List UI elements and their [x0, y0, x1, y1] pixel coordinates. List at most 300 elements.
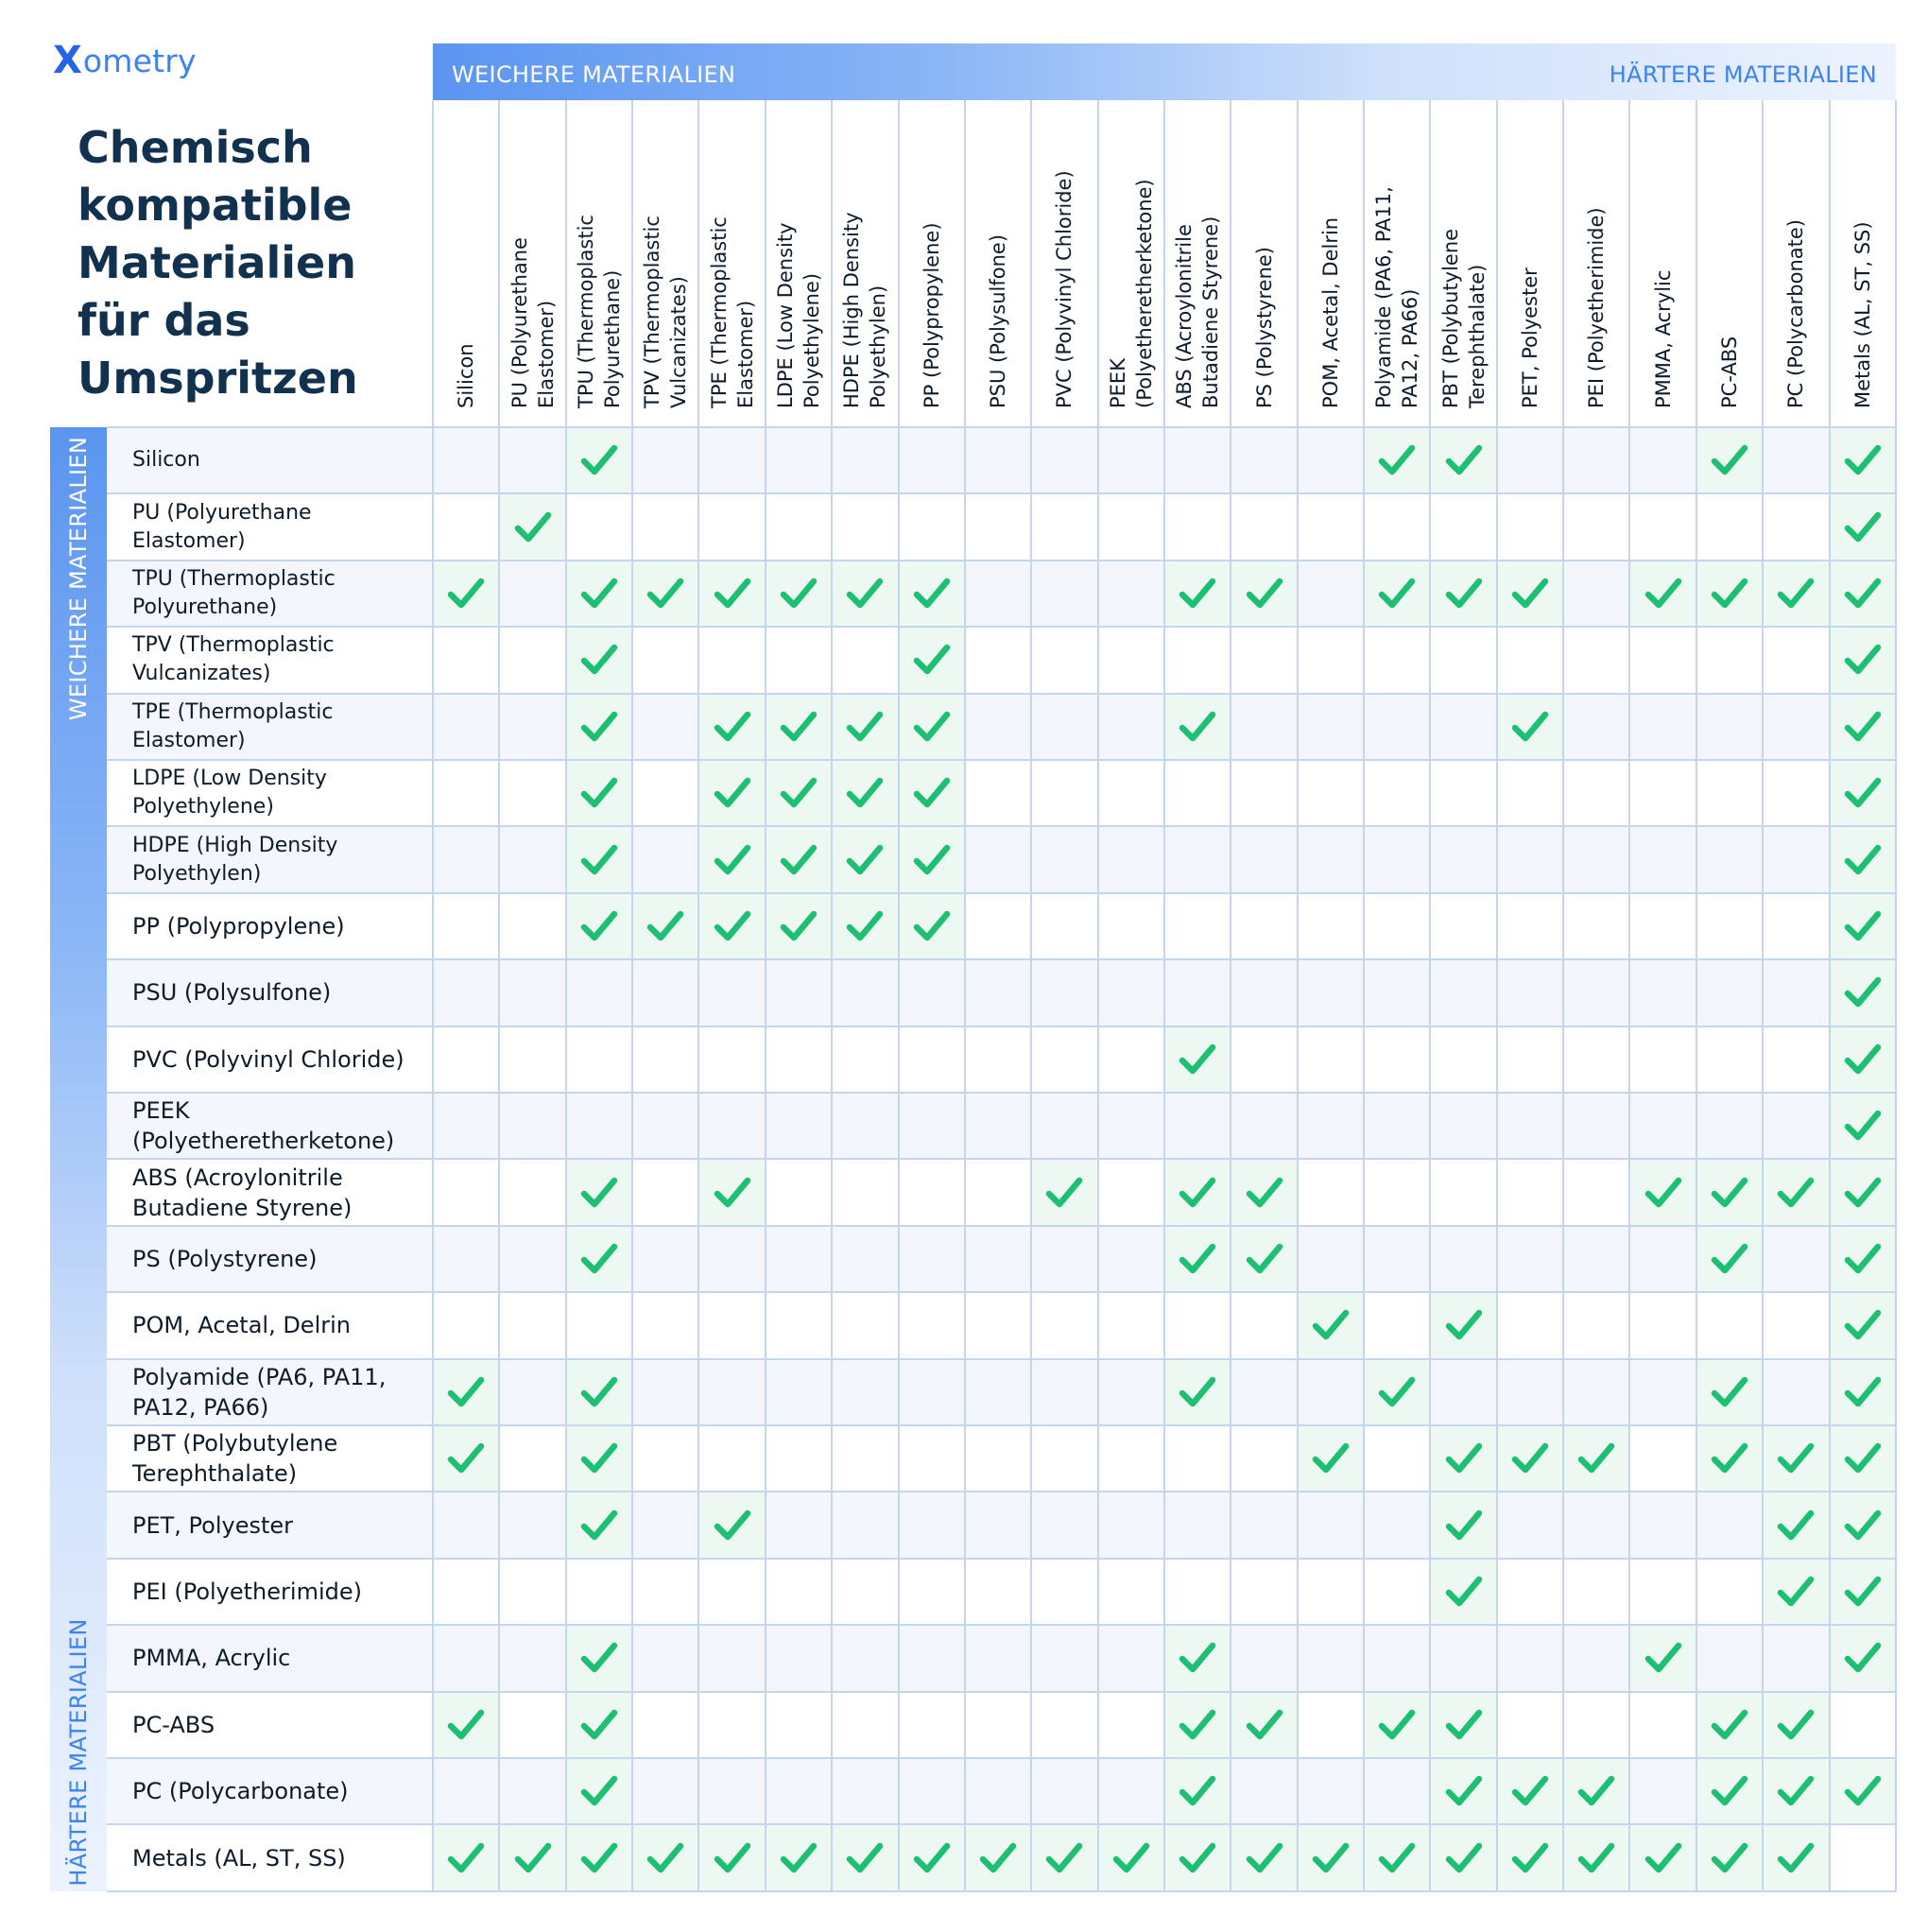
matrix-cell: [1696, 627, 1763, 693]
matrix-cell: [1563, 893, 1629, 959]
matrix-cell: [1696, 893, 1763, 959]
matrix-cell: [1629, 1359, 1696, 1425]
matrix-cell: [1298, 1625, 1364, 1691]
matrix-cell: [433, 1492, 499, 1558]
matrix-cell: [1563, 427, 1629, 493]
checkmark-icon: [844, 573, 886, 614]
matrix-cell: [1696, 493, 1763, 560]
matrix-cell: [899, 1226, 965, 1292]
matrix-cell: [1497, 760, 1563, 826]
matrix-cell: [1629, 427, 1696, 493]
checkmark-icon: [1509, 706, 1551, 748]
matrix-cell: [1763, 1093, 1829, 1159]
checkmark-icon: [1443, 1571, 1485, 1613]
matrix-cell: [766, 1093, 832, 1159]
matrix-cell: [1430, 493, 1496, 560]
matrix-cell: [433, 1159, 499, 1225]
column-header-line: PC-ABS: [1718, 336, 1742, 408]
checkmark-icon: [1509, 1770, 1551, 1812]
matrix-cell: [632, 493, 698, 560]
column-header-line: (Polyetheretherketone): [1132, 179, 1156, 408]
checkmark-icon: [1775, 1438, 1816, 1479]
column-header: [1716, 336, 1743, 408]
checkmark-icon: [712, 1172, 753, 1214]
matrix-cell: [1563, 1359, 1629, 1425]
grid-line-vertical: [1429, 100, 1431, 1891]
matrix-cell: [766, 427, 832, 493]
checkmark-icon: [1310, 1438, 1351, 1479]
matrix-cell: [965, 893, 1031, 959]
matrix-cell: [433, 1226, 499, 1292]
matrix-cell: [1763, 1292, 1829, 1358]
column-header: [1370, 186, 1423, 408]
checkmark-icon: [445, 1438, 487, 1479]
matrix-cell: [899, 1026, 965, 1093]
row-label: [132, 826, 423, 892]
matrix-cell: [1563, 1492, 1629, 1558]
matrix-cell: [1430, 826, 1496, 892]
row-label: [132, 1824, 423, 1890]
matrix-cell: [433, 627, 499, 693]
matrix-cell: [965, 1292, 1031, 1358]
matrix-cell: [499, 1625, 565, 1691]
checkmark-icon: [578, 1371, 620, 1413]
matrix-cell: [499, 1292, 565, 1358]
matrix-cell: [766, 1758, 832, 1824]
checkmark-icon: [1376, 1704, 1418, 1746]
checkmark-icon: [1310, 1304, 1351, 1346]
row-label: [132, 1559, 423, 1625]
column-header-line: PSU (Polysulfone): [987, 233, 1010, 408]
matrix-cell: [965, 826, 1031, 892]
matrix-cell: [1497, 826, 1563, 892]
checkmark-icon: [1842, 639, 1884, 681]
matrix-cell: [632, 1226, 698, 1292]
matrix-cell: [1098, 959, 1164, 1026]
checkmark-icon: [578, 706, 620, 748]
matrix-cell: [1430, 1359, 1496, 1425]
column-header: [1317, 217, 1344, 408]
checkmark-icon: [1842, 1039, 1884, 1080]
matrix-cell: [1164, 1292, 1231, 1358]
column-header-line: Elastomer): [733, 300, 757, 408]
column-header: [573, 215, 626, 408]
matrix-cell: [1164, 1492, 1231, 1558]
matrix-cell: [1563, 1692, 1629, 1758]
matrix-cell: [1098, 561, 1164, 627]
matrix-cell: [899, 1559, 965, 1625]
matrix-cell: [965, 1026, 1031, 1093]
row-label-line: LDPE (Low Density: [132, 767, 327, 791]
matrix-cell: [1364, 959, 1430, 1026]
matrix-cell: [1298, 493, 1364, 560]
checkmark-icon: [1177, 1837, 1218, 1879]
matrix-cell: [1763, 959, 1829, 1026]
matrix-cell: [499, 694, 565, 760]
matrix-cell: [965, 760, 1031, 826]
matrix-cell: [1763, 427, 1829, 493]
matrix-cell: [899, 959, 965, 1026]
column-header-line: TPU (Thermoplastic: [574, 215, 597, 408]
checkmark-icon: [1842, 1637, 1884, 1679]
matrix-cell: [1563, 493, 1629, 560]
checkmark-icon: [1709, 1770, 1750, 1812]
checkmark-icon: [1643, 573, 1684, 614]
column-header-line: Elastomer): [534, 300, 558, 408]
matrix-cell: [1563, 627, 1629, 693]
checkmark-icon: [1110, 1837, 1152, 1879]
matrix-cell: [1563, 959, 1629, 1026]
matrix-cell: [1364, 760, 1430, 826]
matrix-cell: [632, 427, 698, 493]
matrix-cell: [1763, 893, 1829, 959]
row-label-line: TPE (Thermoplastic: [132, 699, 334, 724]
column-header: [1051, 170, 1077, 408]
column-header-line: PBT (Polybutylene: [1438, 228, 1462, 408]
matrix-cell: [899, 1093, 965, 1159]
matrix-cell: [766, 1159, 832, 1225]
matrix-cell: [433, 760, 499, 826]
matrix-cell: [1231, 893, 1297, 959]
matrix-cell: [965, 493, 1031, 560]
matrix-cell: [766, 1559, 832, 1625]
matrix-cell: [1098, 627, 1164, 693]
checkmark-icon: [1443, 440, 1485, 481]
checkmark-icon: [645, 906, 686, 947]
grid-line-vertical: [1496, 100, 1498, 1891]
checkmark-icon: [578, 906, 620, 947]
checkmark-icon: [512, 1837, 554, 1879]
matrix-cell: [566, 959, 632, 1026]
column-header-line: PU (Polyurethane: [508, 237, 531, 408]
column-header-line: HDPE (High Density: [840, 212, 864, 408]
column-header: [1782, 219, 1809, 408]
checkmark-icon: [1709, 573, 1750, 614]
row-label-line: PEI (Polyetherimide): [132, 1578, 362, 1605]
matrix-cell: [1231, 760, 1297, 826]
matrix-cell: [1231, 1625, 1297, 1691]
matrix-cell: [1298, 1159, 1364, 1225]
matrix-cell: [1497, 1625, 1563, 1691]
grid-line-vertical: [697, 100, 699, 1891]
matrix-cell: [632, 1625, 698, 1691]
checkmark-icon: [1775, 1505, 1816, 1546]
matrix-cell: [1031, 760, 1097, 826]
checkmark-icon: [1842, 772, 1884, 814]
row-label: [132, 1359, 423, 1425]
logo-wordmark: ometry: [82, 42, 197, 79]
matrix-cell: [1164, 1425, 1231, 1492]
matrix-cell: [1563, 1625, 1629, 1691]
matrix-cell: [1231, 1026, 1297, 1093]
matrix-cell: [1763, 1359, 1829, 1425]
matrix-cell: [1629, 893, 1696, 959]
grid-line-vertical: [1097, 100, 1099, 1891]
matrix-cell: [433, 1292, 499, 1358]
checkmark-icon: [1709, 1238, 1750, 1280]
column-header-line: LDPE (Low Density: [773, 222, 797, 408]
matrix-cell: [1696, 826, 1763, 892]
matrix-cell: [1364, 1292, 1430, 1358]
checkmark-icon: [778, 906, 819, 947]
column-header-line: Polyethylen): [867, 285, 890, 408]
row-label-line: POM, Acetal, Delrin: [132, 1312, 351, 1339]
matrix-cell: [1430, 1159, 1496, 1225]
column-header: [1251, 247, 1278, 408]
column-header-line: PA12, PA66): [1399, 288, 1422, 408]
matrix-cell: [1629, 1692, 1696, 1758]
matrix-cell: [1298, 1758, 1364, 1824]
matrix-cell: [1629, 1758, 1696, 1824]
checkmark-icon: [1177, 1371, 1218, 1413]
matrix-cell: [1031, 561, 1097, 627]
matrix-cell: [698, 1359, 765, 1425]
matrix-cell: [1164, 1093, 1231, 1159]
checkmark-icon: [712, 1837, 753, 1879]
checkmark-icon: [1842, 972, 1884, 1013]
matrix-cell: [1164, 493, 1231, 560]
matrix-cell: [499, 1559, 565, 1625]
checkmark-icon: [1842, 1505, 1884, 1546]
matrix-cell: [1098, 1492, 1164, 1558]
checkmark-icon: [1775, 573, 1816, 614]
row-label-line: PP (Polypropylene): [132, 912, 345, 940]
matrix-cell: [698, 1559, 765, 1625]
checkmark-icon: [1177, 1637, 1218, 1679]
page-title: Chemisch kompatible Materialien für das Umspritzen: [77, 122, 358, 404]
matrix-cell: [632, 1093, 698, 1159]
matrix-cell: [1298, 959, 1364, 1026]
matrix-cell: [899, 493, 965, 560]
matrix-cell: [965, 1359, 1031, 1425]
checkmark-icon: [911, 906, 953, 947]
matrix-cell: [698, 1292, 765, 1358]
matrix-cell: [1364, 1159, 1430, 1225]
matrix-cell: [1364, 1492, 1430, 1558]
checkmark-icon: [1443, 1438, 1485, 1479]
checkmark-icon: [1709, 440, 1750, 481]
row-label-line: PSU (Polysulfone): [132, 979, 332, 1007]
matrix-cell: [632, 1292, 698, 1358]
matrix-cell: [1031, 1026, 1097, 1093]
checkmark-icon: [578, 1637, 620, 1679]
matrix-cell: [499, 1492, 565, 1558]
matrix-cell: [433, 893, 499, 959]
matrix-cell: [965, 1625, 1031, 1691]
matrix-cell: [1430, 760, 1496, 826]
matrix-cell: [566, 493, 632, 560]
matrix-cell: [698, 627, 765, 693]
matrix-cell: [566, 1292, 632, 1358]
matrix-cell: [1031, 427, 1097, 493]
matrix-cell: [1497, 1159, 1563, 1225]
checkmark-icon: [578, 1438, 620, 1479]
matrix-cell: [632, 627, 698, 693]
checkmark-icon: [1376, 1837, 1418, 1879]
matrix-cell: [1696, 1292, 1763, 1358]
matrix-cell: [1231, 493, 1297, 560]
checkmark-icon: [1842, 906, 1884, 947]
matrix-cell: [1430, 1093, 1496, 1159]
checkmark-icon: [712, 1505, 753, 1546]
matrix-cell: [1031, 493, 1097, 560]
matrix-cell: [1497, 893, 1563, 959]
grid-line-vertical: [498, 100, 500, 1891]
matrix-cell: [632, 1159, 698, 1225]
matrix-cell: [433, 694, 499, 760]
column-header: [838, 212, 891, 408]
column-header-line: Metals (AL, ST, SS): [1851, 221, 1874, 408]
matrix-cell: [1031, 1093, 1097, 1159]
matrix-cell: [965, 1758, 1031, 1824]
matrix-cell: [698, 1425, 765, 1492]
row-label-line: PS (Polystyrene): [132, 1245, 318, 1272]
row-label-line: Butadiene Styrene): [132, 1194, 353, 1221]
matrix-cell: [1231, 627, 1297, 693]
row-label-line: Elastomer): [132, 528, 246, 553]
matrix-cell: [1497, 1559, 1563, 1625]
matrix-cell: [1231, 1492, 1297, 1558]
checkmark-icon: [1775, 1770, 1816, 1812]
row-label-line: PEEK: [132, 1097, 190, 1125]
matrix-cell: [1098, 1559, 1164, 1625]
row-label: [132, 1159, 423, 1225]
matrix-cell: [1430, 1026, 1496, 1093]
checkmark-icon: [911, 839, 953, 881]
matrix-cell: [698, 1625, 765, 1691]
column-header-line: TPE (Thermoplastic: [707, 216, 731, 408]
matrix-cell: [1629, 1093, 1696, 1159]
grid-line-vertical: [1163, 100, 1165, 1891]
grid-line-vertical: [631, 100, 633, 1891]
column-header: [772, 222, 825, 408]
matrix-cell: [1098, 694, 1164, 760]
matrix-cell: [766, 1359, 832, 1425]
checkmark-icon: [578, 1704, 620, 1746]
matrix-cell: [433, 1625, 499, 1691]
column-header: [453, 343, 479, 408]
checkmark-icon: [578, 1238, 620, 1280]
matrix-cell: [1031, 1492, 1097, 1558]
checkmark-icon: [1177, 1238, 1218, 1280]
column-header: [919, 222, 945, 408]
checkmark-icon: [1643, 1172, 1684, 1214]
row-label-line: Polyamide (PA6, PA11,: [132, 1363, 387, 1390]
matrix-cell: [1430, 893, 1496, 959]
row-label: [132, 493, 423, 560]
matrix-cell: [1098, 1159, 1164, 1225]
matrix-cell: [632, 959, 698, 1026]
checkmark-icon: [578, 1837, 620, 1879]
checkmark-icon: [712, 906, 753, 947]
grid-line-vertical: [432, 100, 434, 1891]
row-label-line: Terephthalate): [132, 1460, 298, 1488]
matrix-cell: [433, 427, 499, 493]
row-label-line: Polyethylene): [132, 795, 274, 819]
matrix-cell: [632, 1425, 698, 1492]
checkmark-icon: [1244, 1704, 1285, 1746]
column-header-line: PP (Polypropylene): [920, 222, 943, 408]
row-label-line: TPU (Thermoplastic: [132, 566, 336, 591]
column-header: [1171, 216, 1224, 408]
checkmark-icon: [1709, 1371, 1750, 1413]
matrix-cell: [832, 1559, 898, 1625]
matrix-cell: [632, 1359, 698, 1425]
top-axis-softer-label: WEICHERE MATERIALIEN: [452, 61, 736, 88]
matrix-cell: [1298, 1026, 1364, 1093]
matrix-cell: [1098, 1093, 1164, 1159]
column-header-line: POM, Acetal, Delrin: [1318, 216, 1342, 408]
matrix-cell: [1231, 1359, 1297, 1425]
matrix-cell: [766, 1492, 832, 1558]
row-label-line: PC-ABS: [132, 1711, 215, 1738]
checkmark-icon: [1775, 1172, 1816, 1214]
checkmark-icon: [1509, 1837, 1551, 1879]
matrix-cell: [1298, 1093, 1364, 1159]
matrix-cell: [965, 627, 1031, 693]
column-header: [1105, 179, 1158, 408]
checkmark-icon: [1177, 1770, 1218, 1812]
checkmark-icon: [1842, 1304, 1884, 1346]
checkmark-icon: [844, 772, 886, 814]
matrix-cell: [899, 1359, 965, 1425]
checkmark-icon: [1575, 1770, 1617, 1812]
grid-line-vertical: [831, 100, 833, 1891]
matrix-cell: [1563, 1026, 1629, 1093]
checkmark-icon: [844, 1837, 886, 1879]
row-label: [132, 1692, 423, 1758]
matrix-cell: [1696, 1492, 1763, 1558]
matrix-cell: [1098, 760, 1164, 826]
checkmark-icon: [1775, 1837, 1816, 1879]
matrix-cell: [1696, 760, 1763, 826]
matrix-cell: [1098, 1625, 1164, 1691]
matrix-cell: [632, 1492, 698, 1558]
matrix-cell: [698, 493, 765, 560]
grid-line-vertical: [964, 100, 966, 1891]
matrix-cell: [965, 694, 1031, 760]
matrix-cell: [1098, 1026, 1164, 1093]
column-header-line: PEI (Polyetherimide): [1585, 207, 1609, 408]
matrix-cell: [1696, 1093, 1763, 1159]
checkmark-icon: [1709, 1438, 1750, 1479]
matrix-cell: [566, 1559, 632, 1625]
checkmark-icon: [911, 639, 953, 681]
row-label: [132, 694, 423, 760]
matrix-cell: [1098, 427, 1164, 493]
matrix-cell: [1031, 1425, 1097, 1492]
checkmark-icon: [1244, 573, 1285, 614]
matrix-cell: [1298, 1492, 1364, 1558]
matrix-cell: [1763, 694, 1829, 760]
column-header-line: Polyamide (PA6, PA11,: [1372, 186, 1396, 408]
matrix-cell: [1364, 826, 1430, 892]
matrix-cell: [965, 1559, 1031, 1625]
matrix-cell: [433, 493, 499, 560]
matrix-cell: [1696, 1625, 1763, 1691]
checkmark-icon: [1443, 1505, 1485, 1546]
matrix-cell: [1298, 1359, 1364, 1425]
matrix-cell: [766, 1692, 832, 1758]
matrix-cell: [499, 760, 565, 826]
checkmark-icon: [1509, 1438, 1551, 1479]
checkmark-icon: [712, 772, 753, 814]
matrix-cell: [1364, 1425, 1430, 1492]
checkmark-icon: [645, 1837, 686, 1879]
side-axis-harder-label: HÄRTERE MATERIALIEN: [65, 1618, 92, 1887]
row-label: [132, 1292, 423, 1358]
grid-line-vertical: [1628, 100, 1630, 1891]
